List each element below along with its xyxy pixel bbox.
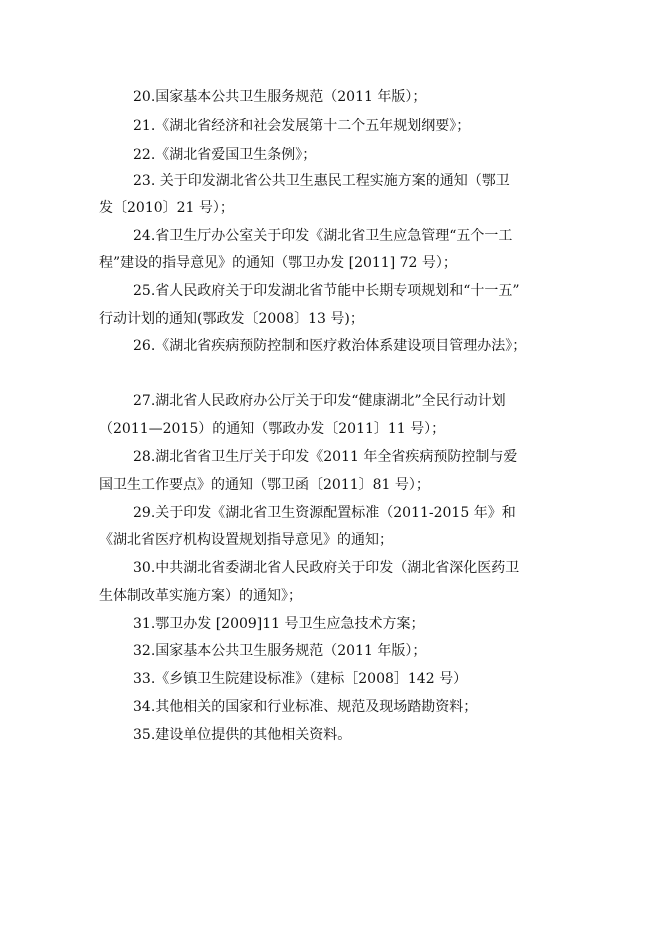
reference-line-continuation: （2011—2015）的通知（鄂政办发〔2011〕11 号）；: [99, 421, 446, 437]
reference-line: 35.建设单位提供的其他相关资料。: [133, 727, 352, 743]
reference-line-continuation: 程”建设的指导意见》的通知（鄂卫办发 [2011] 72 号）；: [99, 255, 457, 271]
reference-line-continuation: 生体制改革实施方案）的通知》；: [99, 588, 302, 604]
reference-line-continuation: 国卫生工作要点》的通知（鄂卫函〔2011〕81 号）；: [99, 477, 430, 493]
reference-line: 27.湖北省人民政府办公厅关于印发“健康湖北”全民行动计划: [133, 393, 506, 409]
reference-line: 26.《湖北省疾病预防控制和医疗救治体系建设项目管理办法》；: [133, 338, 527, 354]
reference-line: 30.中共湖北省委湖北省人民政府关于印发（湖北省深化医药卫: [133, 560, 520, 576]
reference-line: 29.关于印发《湖北省卫生资源配置标准（2011-2015 年》和: [133, 505, 516, 521]
reference-line-continuation: 发〔2010〕21 号）；: [99, 200, 234, 216]
reference-line-continuation: 《湖北省医疗机构设置规划指导意见》的通知；: [99, 532, 393, 548]
reference-line: 23. 关于印发湖北省公共卫生惠民工程实施方案的通知（鄂卫: [133, 173, 510, 189]
reference-line: 24.省卫生厅办公室关于印发《湖北省卫生应急管理“五个一工: [133, 228, 513, 244]
reference-line: 20.国家基本公共卫生服务规范（2011 年版）；: [133, 89, 427, 105]
reference-line: 34.其他相关的国家和行业标准、规范及现场踏勘资料；: [133, 699, 478, 715]
reference-line: 22.《湖北省爱国卫生条例》；: [133, 147, 317, 163]
reference-line-continuation: 行动计划的通知(鄂政发〔2008〕13 号)；: [99, 311, 364, 327]
reference-line: 25.省人民政府关于印发湖北省节能中长期专项规划和“十一五”: [133, 283, 520, 299]
reference-line: 21.《湖北省经济和社会发展第十二个五年规划纲要》；: [133, 118, 471, 134]
reference-line: 33.《乡镇卫生院建设标准》（建标［2008］142 号）: [133, 671, 468, 687]
reference-line: 31.鄂卫办发 [2009]11 号卫生应急技术方案；: [133, 616, 425, 632]
reference-line: 28.湖北省省卫生厅关于印发《2011 年全省疾病预防控制与爱: [133, 449, 518, 465]
reference-line: 32.国家基本公共卫生服务规范（2011 年版）；: [133, 643, 427, 659]
